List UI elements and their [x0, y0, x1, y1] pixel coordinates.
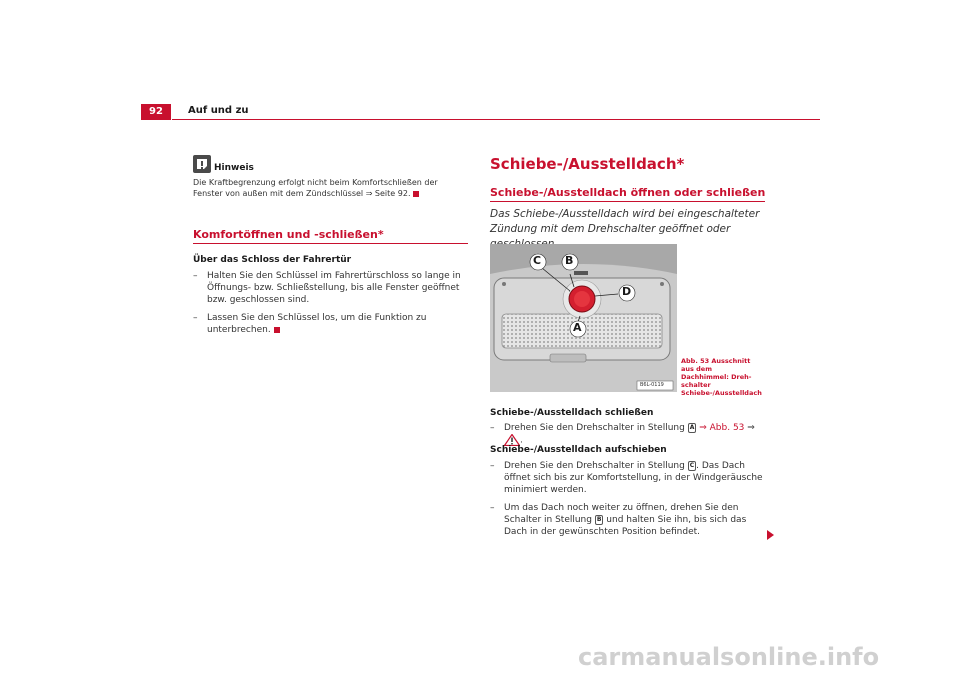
list-item-text: Drehen Sie den Drehschalter in Stellung — [504, 461, 685, 471]
header-title: Auf und zu — [188, 105, 249, 116]
sunroof-rule — [490, 201, 765, 202]
figure-label-b: B — [565, 254, 574, 267]
headliner-illustration — [490, 244, 677, 392]
end-mark — [413, 191, 419, 197]
open-list — [490, 460, 770, 538]
comfort-title: Komfortöffnen und -schließen* — [193, 228, 384, 241]
sunroof-title: Schiebe-/Ausstelldach* — [490, 155, 685, 173]
close-list — [490, 422, 770, 447]
list-item: – Drehen Sie den Drehschalter in Stellung A ⇒ Abb. 53 ⇒ . — [490, 423, 755, 446]
figure-label-d: D — [622, 285, 632, 298]
list-item-text: Drehen Sie den Drehschalter in Stellung — [504, 423, 685, 433]
list-item-text: . Das Dach öffnet sich bis zur Komfortstellung, in der Windgeräusche minimiert werden. — [504, 461, 763, 495]
info-note-icon — [193, 155, 211, 173]
next-page-arrow-icon[interactable] — [767, 530, 774, 540]
close-heading: Schiebe-/Ausstelldach schließen — [490, 408, 654, 418]
list-item: – Um das Dach noch weiter zu öffnen, drehen Sie den Schalter in Stellung B und halten Sie ihn, bis sich das Dach in der gewünschten Position befindet. — [490, 503, 747, 537]
figure-label-a: A — [573, 321, 582, 334]
list-item: – Lassen Sie den Schlüssel los, um die Funktion zu unterbrechen. — [193, 313, 427, 335]
open-heading: Schiebe-/Ausstelldach aufschieben — [490, 445, 667, 455]
comfort-subhead: Über das Schloss der Fahrertür — [193, 255, 352, 265]
position-ref-c: C — [689, 461, 695, 469]
sunroof-subtitle: Schiebe-/Ausstelldach öffnen oder schließen — [490, 186, 766, 199]
watermark: carmanualsonline.info — [578, 643, 880, 671]
sunroof-switch-figure — [490, 244, 677, 392]
figure-code: B6L-0119 — [640, 382, 664, 388]
note-body: Die Kraftbegrenzung erfolgt nicht beim Komfortschließen der Fenster von außen mit dem Zündschlüssel ⇒ Seite 92. — [193, 178, 438, 198]
list-item: – Drehen Sie den Drehschalter in Stellung C . Das Dach öffnet sich bis zur Komfortstellung, in der Windgeräusche minimiert werden. — [490, 461, 763, 495]
sunroof-intro: Das Schiebe-/Ausstelldach wird bei eingeschalteter Zündung mit dem Drehschalter geöffnet oder — [490, 208, 760, 235]
list-item-text: Lassen Sie den Schlüssel los, um die Funktion zu unterbrechen. — [207, 313, 427, 335]
list-item-text: Halten Sie den Schlüssel im Fahrertürschloss so lange in Öffnungs- bzw. Schließstellung, bis alle Fenster geöffnet bzw. geschlossen sind. — [207, 271, 461, 305]
header-rule — [172, 119, 820, 120]
position-ref-a: A — [689, 423, 695, 431]
list-item-text: und halten Sie ihn, bis sich das Dach in der gewünschten Position befindet. — [504, 515, 747, 537]
note-label: Hinweis — [214, 163, 254, 173]
page-number: 92 — [141, 104, 171, 120]
list-item-text: Um das Dach noch weiter zu öffnen, drehen Sie den Schalter in Stellung — [504, 503, 739, 525]
end-mark — [274, 327, 280, 333]
comfort-rule — [193, 243, 468, 244]
figure-caption: Abb. 53 Ausschnitt aus dem Dachhimmel: Dreh-schalter Schiebe-/Ausstelldach — [681, 357, 762, 397]
figure-link[interactable]: ⇒ Abb. 53 — [699, 423, 745, 433]
position-ref-b: B — [596, 515, 602, 523]
note-text — [193, 177, 468, 199]
list-item: – Halten Sie den Schlüssel im Fahrertürschloss so lange in Öffnungs- bzw. Schließstellung, bis alle Fenster geöffnet bzw. geschlossen sind. — [193, 271, 461, 305]
arrow-text: ⇒ — [747, 423, 755, 433]
comfort-list — [193, 270, 468, 336]
figure-label-c: C — [533, 254, 542, 267]
